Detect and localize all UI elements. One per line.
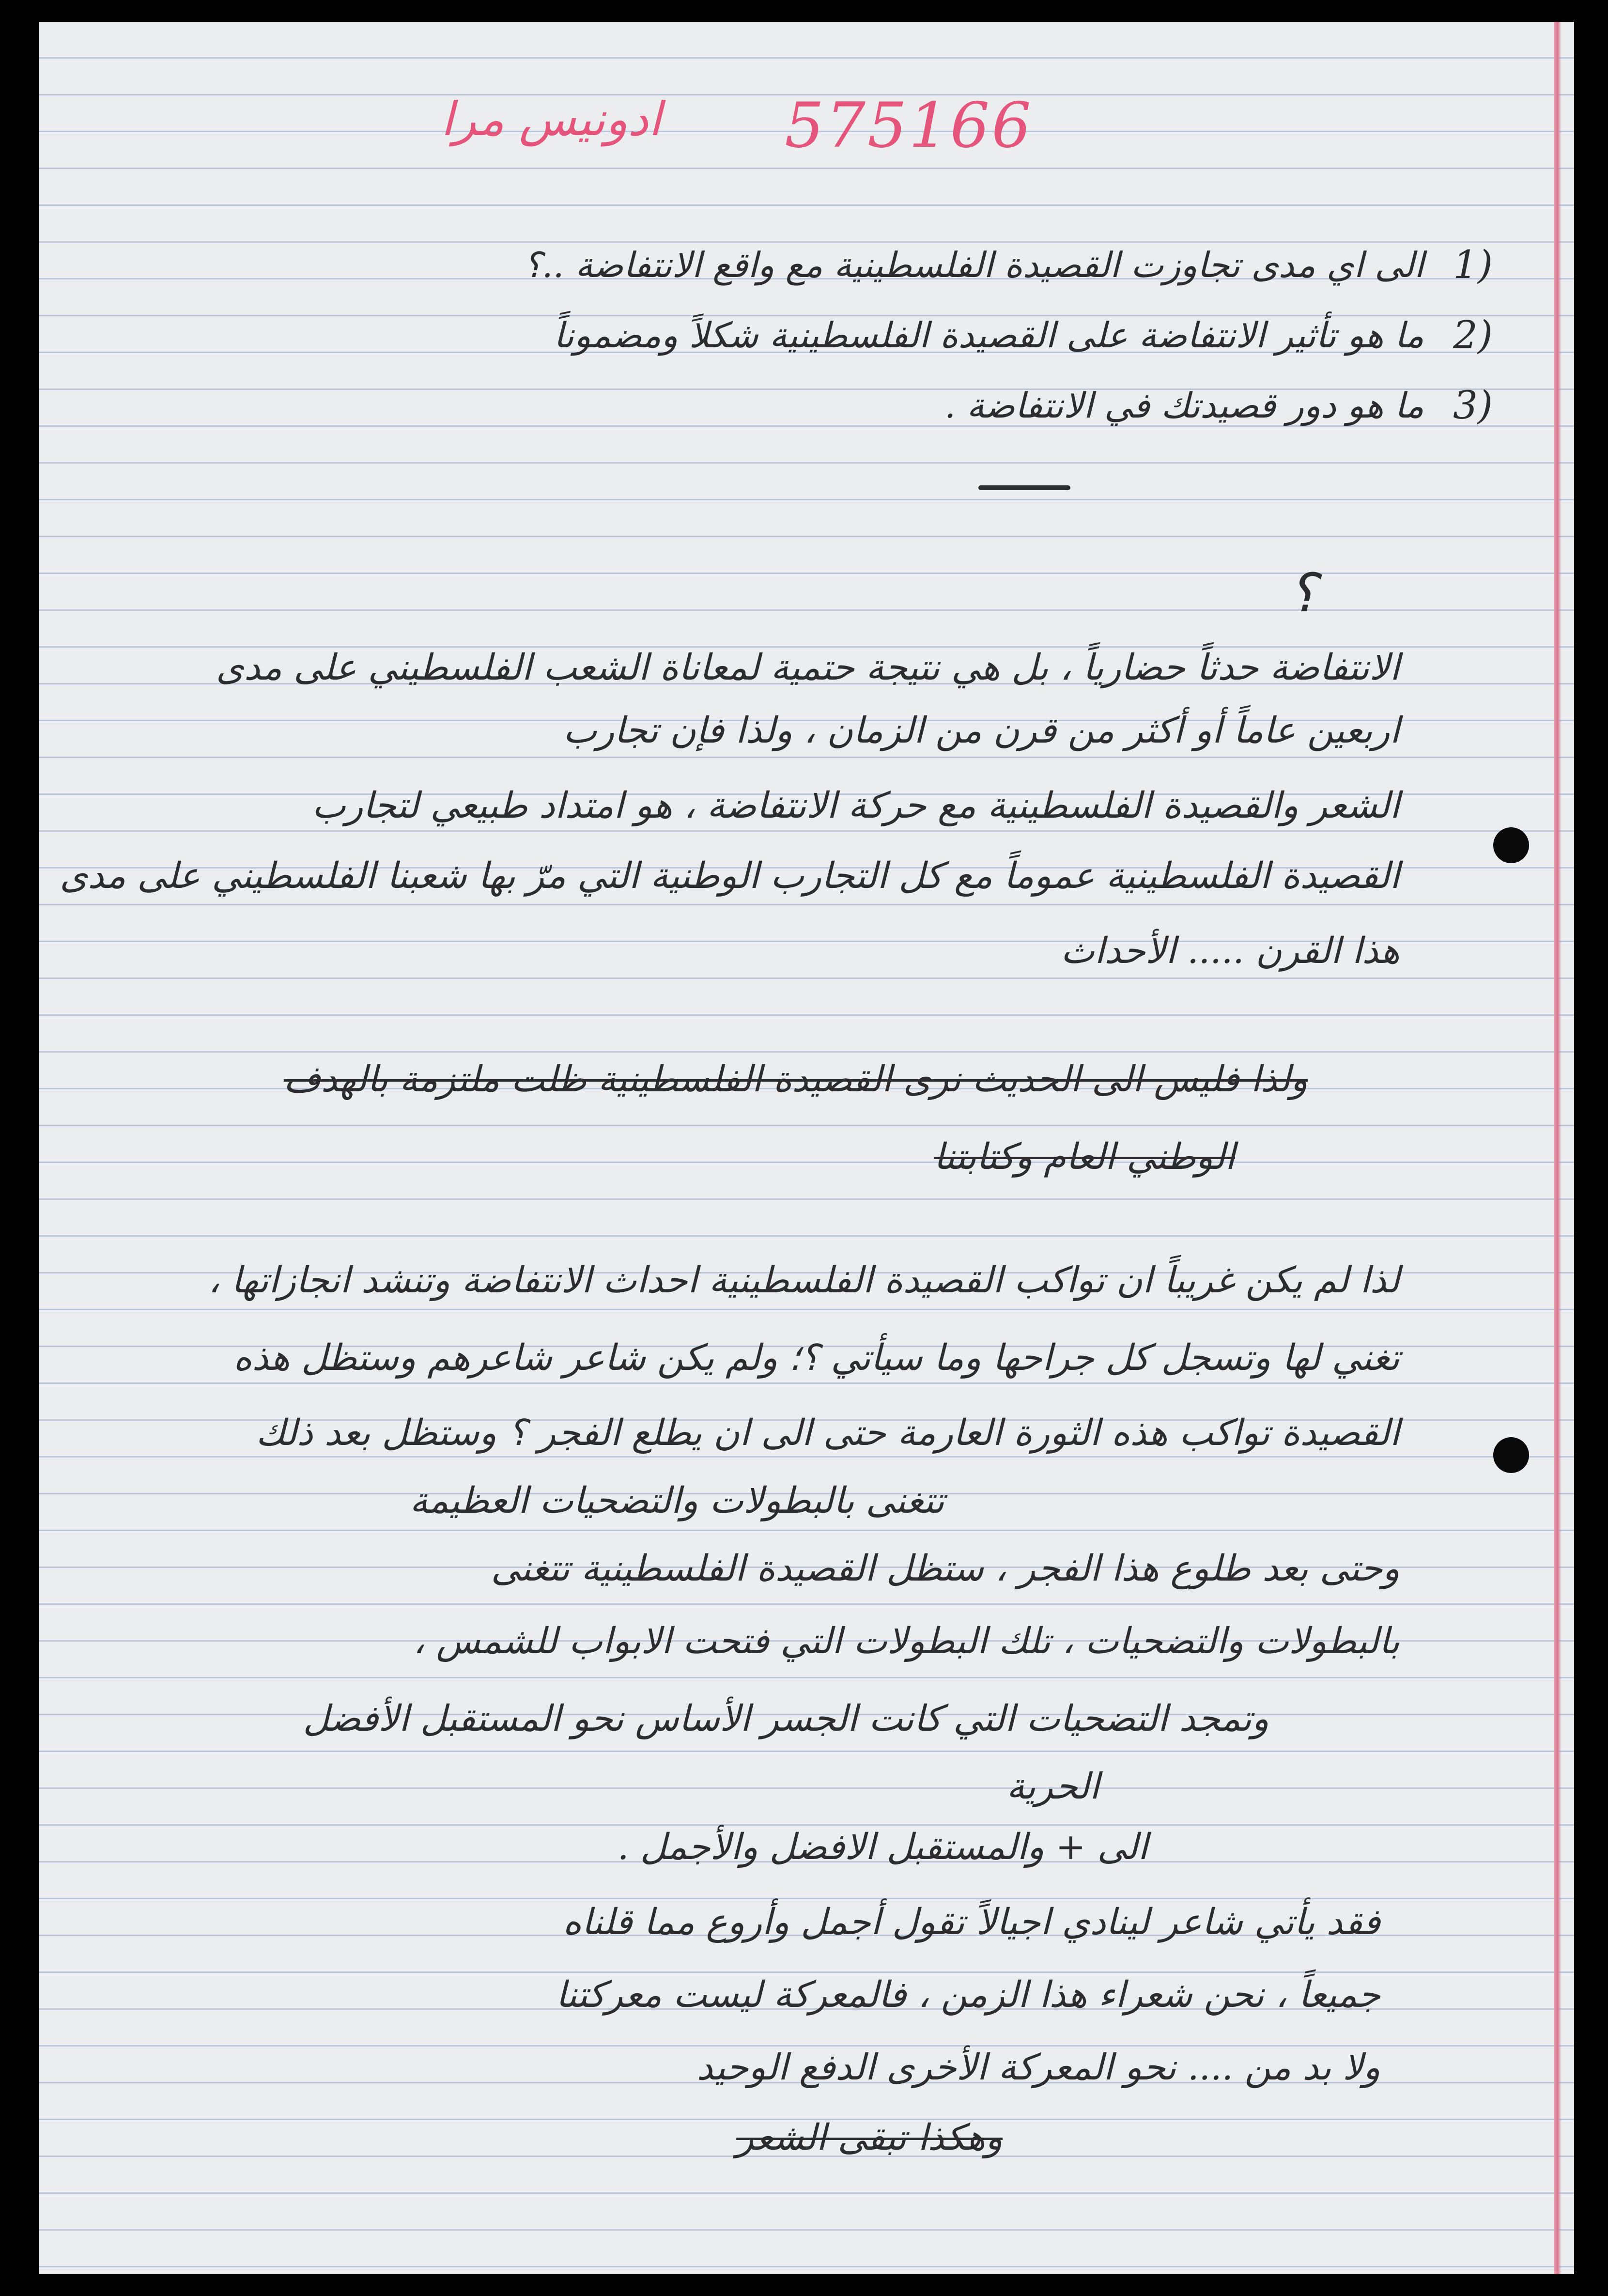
body-line: الى + والمستقبل الافضل والأجمل .	[617, 1826, 1148, 1868]
question-mark: ؟	[1288, 562, 1317, 624]
question-text: ما هو تأثير الانتفاضة على القصيدة الفلسطينية شكلاً ومضموناً	[554, 315, 1424, 356]
binder-hole	[1493, 827, 1529, 863]
body-line: القصيدة تواكب هذه الثورة العارمة حتى الى ان يطلع الفجر ؟ وستظل بعد ذلك	[256, 1412, 1400, 1454]
question-number: 1)	[1453, 242, 1493, 287]
binder-hole	[1493, 1437, 1529, 1473]
header-name: ادونيس مرا	[441, 92, 662, 146]
body-line: بالبطولات والتضحيات ، تلك البطولات التي فتحت الابواب للشمس ،	[413, 1620, 1400, 1662]
body-line: الشعر والقصيدة الفلسطينية مع حركة الانتفاضة ، هو امتداد طبيعي لتجارب	[312, 785, 1400, 826]
question-number: 3)	[1453, 383, 1493, 428]
body-line: الحرية	[1006, 1766, 1099, 1807]
body-line: لذا لم يكن غريباً ان تواكب القصيدة الفلسطينية احداث الانتفاضة وتنشد انجازاتها ،	[208, 1259, 1400, 1301]
section-divider	[978, 485, 1070, 490]
struck-line: وهكذا تبقى الشعر	[736, 2117, 1003, 2158]
body-line: ولا بد من .... نحو المعركة الأخرى الدفع الوحيد	[696, 2047, 1380, 2088]
body-line: تتغنى بالبطولات والتضحيات العظيمة	[410, 1480, 944, 1521]
notebook-page	[39, 22, 1574, 2274]
body-line: تغني لها وتسجل كل جراحها وما سيأتي ؟؛ ولم يكن شاعر شاعرهم وستظل هذه	[233, 1337, 1400, 1379]
body-line: اربعين عاماً أو أكثر من قرن من الزمان ، ولذا فإن تجارب	[563, 710, 1400, 751]
body-line: وحتى بعد طلوع هذا الفجر ، ستظل القصيدة الفلسطينية تتغنى	[491, 1548, 1400, 1589]
body-line: الانتفاضة حدثاً حضارياً ، بل هي نتيجة حتمية لمعاناة الشعب الفلسطيني على مدى	[216, 647, 1400, 688]
body-line: وتمجد التضحيات التي كانت الجسر الأساس نحو المستقبل الأفضل	[303, 1698, 1269, 1739]
body-line: هذا القرن ..... الأحداث	[1061, 930, 1400, 972]
body-line: القصيدة الفلسطينية عموماً مع كل التجارب الوطنية التي مرّ بها شعبنا الفلسطيني على مدى	[60, 855, 1400, 897]
struck-line: ولذا فليس الى الحديث نرى القصيدة الفلسطينية ظلت ملتزمة بالهدف	[283, 1058, 1308, 1100]
reference-number: 575166	[785, 90, 1033, 162]
question-number: 2)	[1453, 312, 1493, 357]
question-text: ما هو دور قصيدتك في الانتفاضة .	[944, 385, 1424, 426]
struck-line: الوطني العام وكتابتنا	[933, 1136, 1235, 1178]
body-line: جميعاً ، نحن شعراء هذا الزمن ، فالمعركة ليست معركتنا	[556, 1974, 1380, 2016]
body-line: فقد يأتي شاعر لينادي اجيالاً تقول أجمل وأروع مما قلناه	[563, 1901, 1380, 1943]
question-text: الى اي مدى تجاوزت القصيدة الفلسطينية مع واقع الانتفاضة ..؟	[523, 245, 1424, 285]
